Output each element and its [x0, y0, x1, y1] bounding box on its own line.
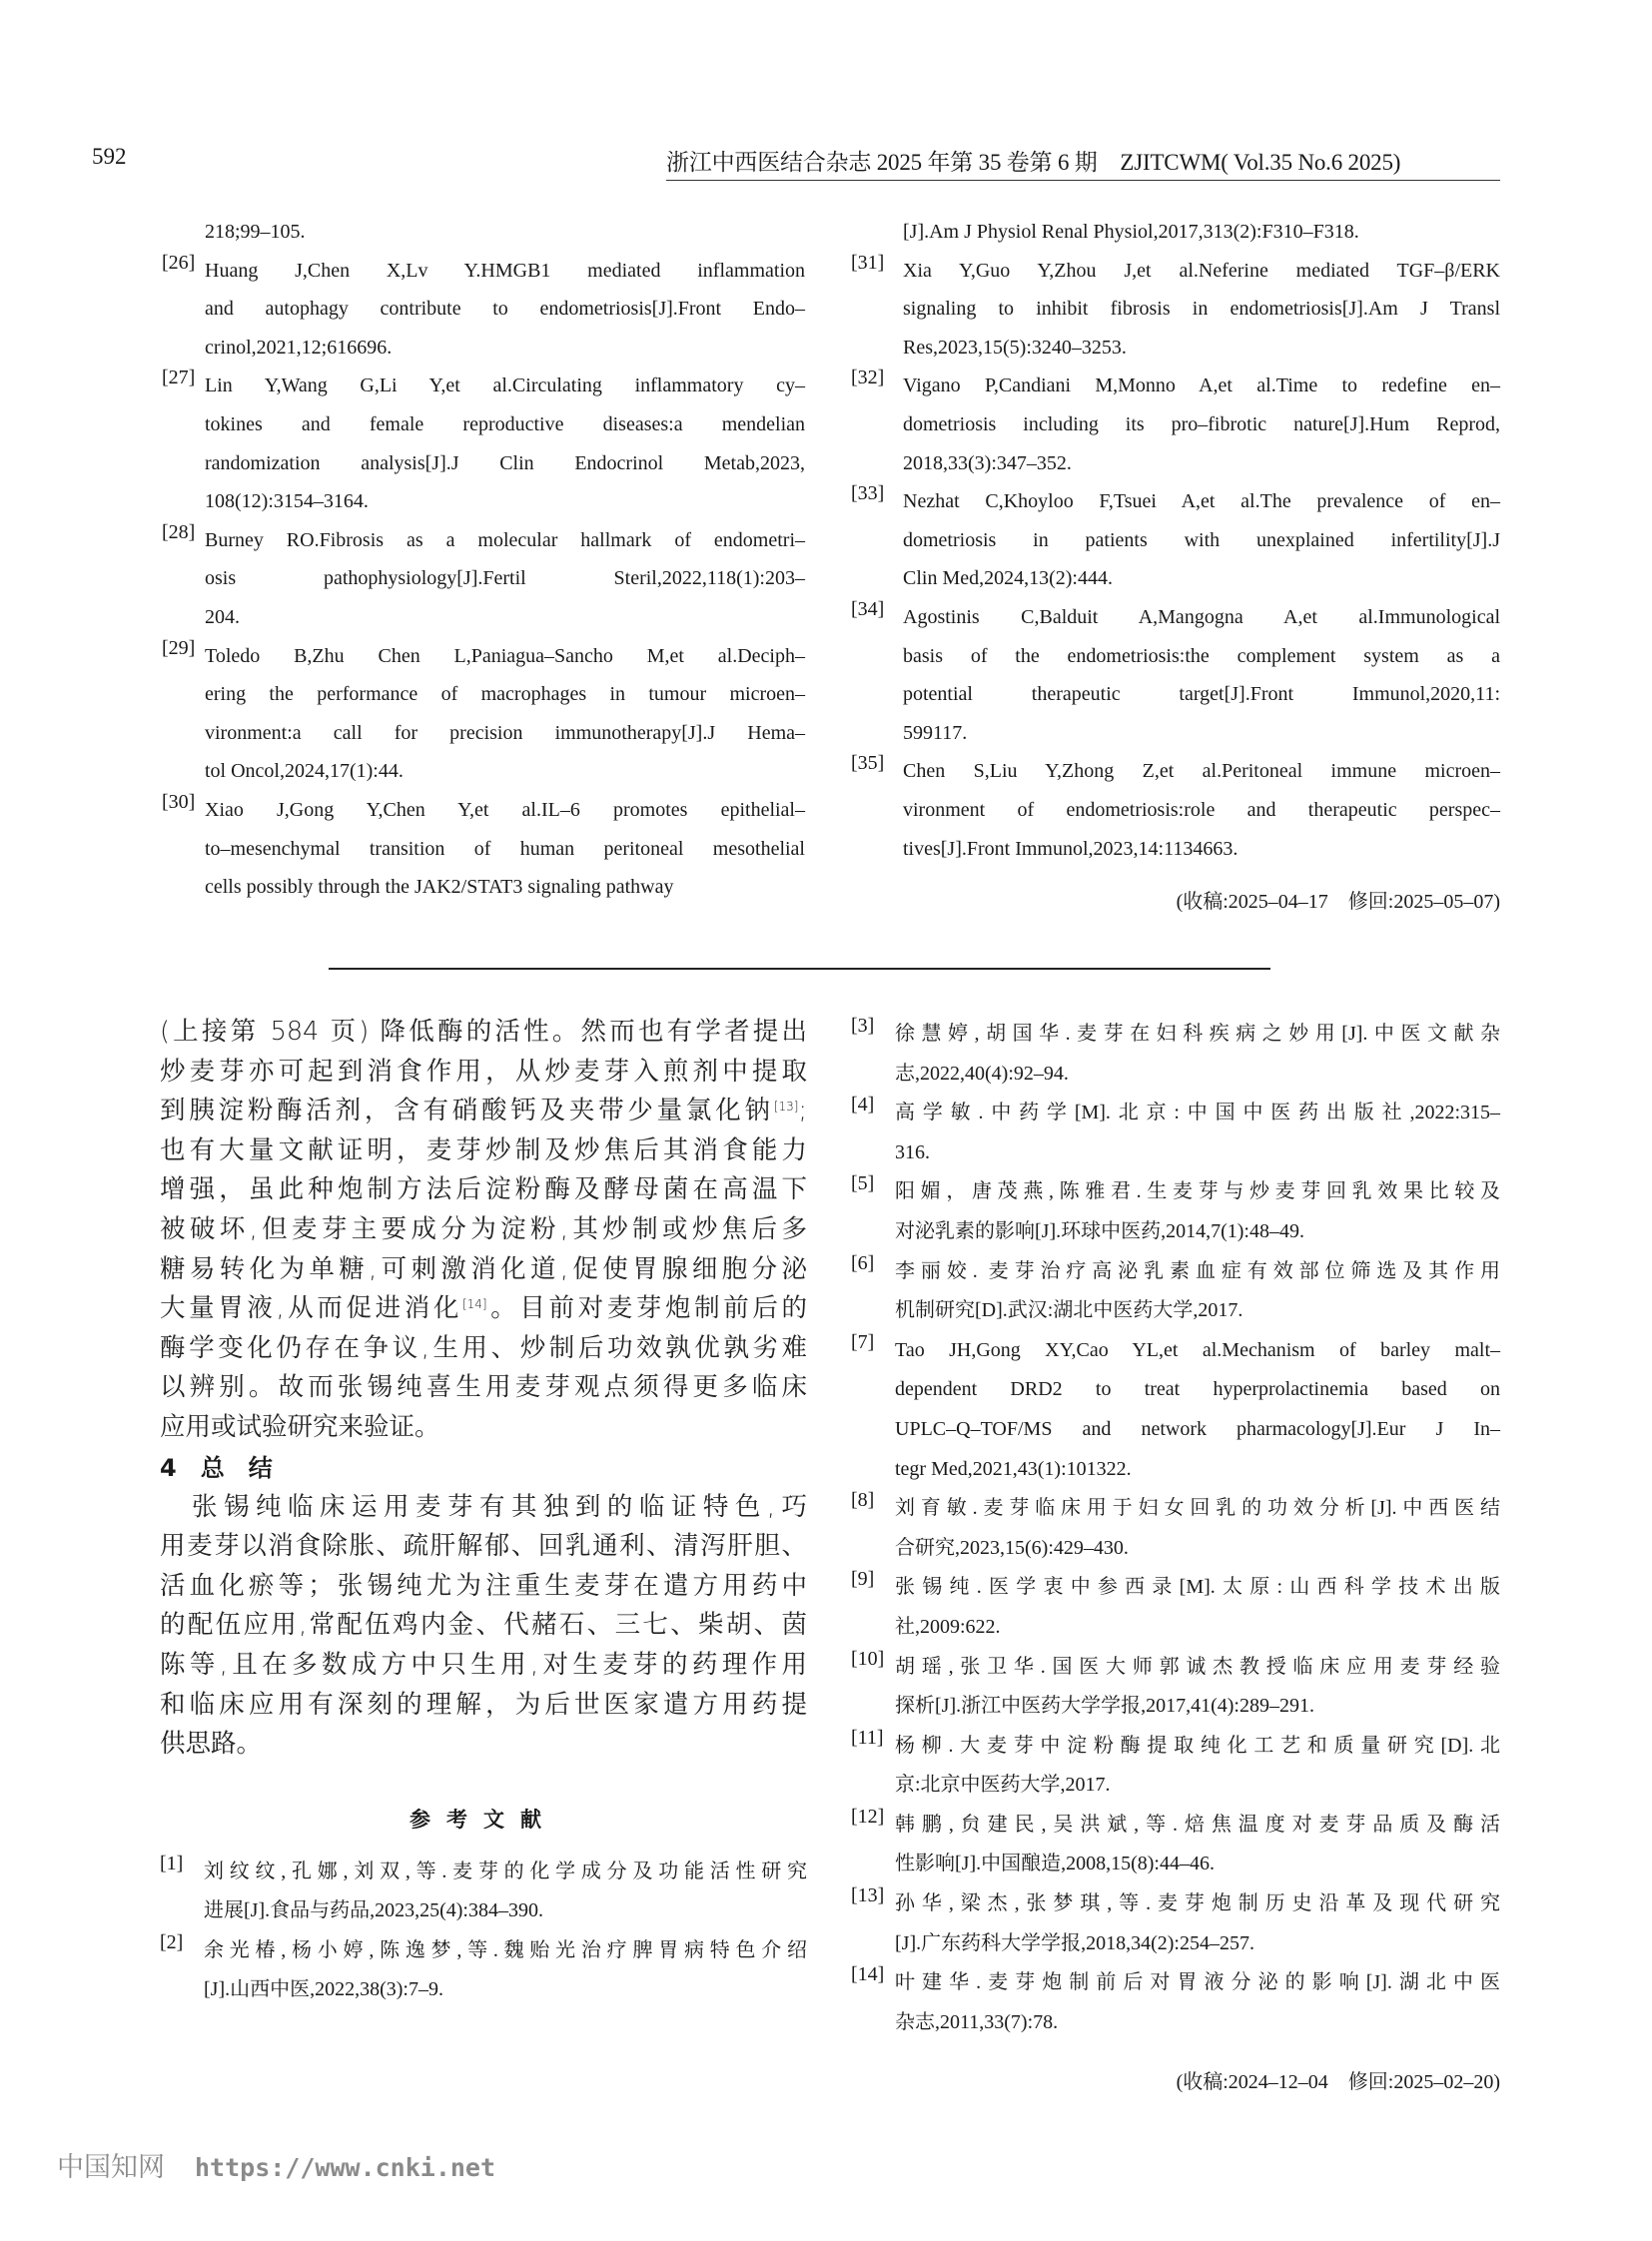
reference-line: 社,2009:622. [895, 1615, 1001, 1638]
reference-item [851, 1648, 1500, 1727]
reference-item [851, 752, 1500, 868]
summary-paragraph [160, 1488, 807, 1765]
reference-item [851, 1727, 1500, 1806]
reference-number: [7] [851, 1330, 875, 1353]
reference-line: Vigano P,Candiani M,Monno A,et al.Time to redefine en– [903, 374, 1500, 397]
reference-number: [34] [851, 597, 885, 620]
body-line-text: 到胰淀粉酶活剂，含有硝酸钙及夹带少量氯化钠 [160, 1096, 774, 1126]
reference-line: tol Oncol,2024,17(1):44. [205, 760, 404, 783]
reference-line: 316. [895, 1140, 930, 1163]
body-line [160, 1053, 807, 1093]
body-line [160, 1250, 807, 1290]
reference-line: [J].山西中医,2022,38(3):7–9. [204, 1978, 443, 2001]
reference-line: 叶建华.麦芽炮制前后对胃液分泌的影响[J].湖北中医 [895, 1971, 1500, 1994]
reference-line: Burney RO.Fibrosis as a molecular hallmark of endometri– [205, 528, 805, 551]
continuation-paragraph [160, 1013, 807, 1448]
references-bottom-left [160, 1853, 807, 2010]
reference-line: UPLC–Q–TOF/MS and network pharmacology[J].Eur J In– [895, 1417, 1500, 1440]
reference-line: tokines and female reproductive diseases:a mendelian [205, 412, 805, 435]
reference-item [851, 252, 1500, 368]
reference-number: [31] [851, 251, 885, 274]
reference-line: [J].Am J Physiol Renal Physiol,2017,313(2):F310–F318. [903, 221, 1359, 243]
reference-line: Huang J,Chen X,Lv Y.HMGB1 mediated inflammation [205, 259, 805, 282]
reference-number: [29] [162, 636, 196, 659]
reference-number: [10] [851, 1647, 885, 1670]
body-line-text: 酶学变化仍存在争议,生用、炒制后功效孰优孰劣难 [160, 1332, 807, 1363]
body-line [160, 1170, 807, 1210]
summary-line: 陈等,且在多数成方中只生用,对生麦芽的药理作用 [160, 1649, 807, 1680]
body-line [160, 1329, 807, 1369]
summary-line: 供思路。 [160, 1729, 263, 1760]
reference-line: Lin Y,Wang G,Li Y,et al.Circulating inflammatory cy– [205, 374, 805, 397]
reference-number: [11] [851, 1726, 884, 1749]
reference-line: 阳媚，唐茂燕,陈雅君.生麦芽与炒麦芽回乳效果比较及 [895, 1180, 1500, 1203]
section-heading: 4 总 结 [160, 1453, 273, 1482]
body-line [160, 1368, 807, 1408]
body-line-text: 也有大量文献证明，麦芽炒制及炒焦后其消食能力 [160, 1134, 807, 1165]
reference-number: [33] [851, 482, 885, 505]
reference-number: [3] [851, 1015, 875, 1037]
reference-line: Tao JH,Gong XY,Cao YL,et al.Mechanism of barley malt– [895, 1338, 1500, 1361]
body-line-text: 炒麦芽亦可起到消食作用，从炒麦芽入煎剂中提取 [160, 1056, 807, 1087]
reference-item [851, 1331, 1500, 1489]
reference-line: 108(12):3154–3164. [205, 490, 369, 513]
body-line [160, 1289, 807, 1329]
reference-line: 机制研究[D].武汉:湖北中医药大学,2017. [895, 1299, 1243, 1322]
reference-line: vironment:a call for precision immunotherapy[J].J Hema– [205, 721, 805, 744]
body-line-text-after: 。目前对麦芽炮制前后的 [486, 1293, 807, 1324]
reference-line: 599117. [903, 721, 968, 744]
reference-item [851, 482, 1500, 598]
reference-line: Clin Med,2024,13(2):444. [903, 567, 1113, 590]
reference-number: [27] [162, 367, 196, 389]
reference-item [162, 213, 805, 252]
reference-line: 刘纹纹,孔娜,刘双,等.麦芽的化学成分及功能活性研究 [204, 1860, 807, 1882]
body-line-text: 大量胃液,从而促进消化 [160, 1293, 462, 1324]
reference-number: [30] [162, 790, 196, 813]
reference-line: 京:北京中医药大学,2017. [895, 1774, 1111, 1797]
reference-number: [35] [851, 752, 885, 775]
reference-line: vironment of endometriosis:role and therapeutic perspec– [903, 798, 1500, 821]
reference-line: 2018,33(3):347–352. [903, 451, 1072, 474]
reference-item [851, 1806, 1500, 1884]
reference-number: [13] [851, 1884, 885, 1907]
reference-line: 进展[J].食品与药品,2023,25(4):384–390. [204, 1899, 543, 1922]
reference-line: Xiao J,Gong Y,Chen Y,et al.IL–6 promotes epithelial– [205, 798, 805, 821]
references-top-left [162, 213, 805, 907]
reference-line: osis pathophysiology[J].Fertil Steril,2022,118(1):203– [205, 567, 805, 590]
reference-number: [8] [851, 1489, 875, 1512]
reference-line: 志,2022,40(4):92–94. [895, 1062, 1069, 1085]
reference-line: tives[J].Front Immunol,2023,14:1134663. [903, 837, 1239, 860]
body-line [160, 1408, 807, 1448]
reference-line: tegr Med,2021,43(1):101322. [895, 1457, 1132, 1480]
references-bottom-right [851, 1015, 1500, 2042]
reference-line: 对泌乳素的影响[J].环球中医药,2014,7(1):48–49. [895, 1219, 1304, 1242]
received-date-top: (收稿:2025–04–17 修回:2025–05–07) [1176, 891, 1500, 913]
reference-item [160, 1931, 807, 2010]
reference-item [162, 637, 805, 791]
body-line-text: 糖易转化为单糖,可刺激消化道,促使胃腺细胞分泌 [160, 1253, 807, 1284]
reference-line: Agostinis C,Balduit A,Mangogna A,et al.Immunological [903, 605, 1500, 628]
reference-line: basis of the endometriosis:the complement system as a [903, 644, 1500, 667]
reference-line: 218;99–105. [205, 221, 306, 243]
reference-item [851, 367, 1500, 482]
body-line-text: 被破坏,但麦芽主要成分为淀粉,其炒制或炒焦后多 [160, 1213, 807, 1244]
body-line-text: 以辨别。故而张锡纯喜生用麦芽观点须得更多临床 [160, 1372, 807, 1403]
reference-line: 204. [205, 605, 240, 628]
body-text-column [160, 1013, 807, 2010]
reference-line: to–mesenchymal transition of human peritoneal mesothelial [205, 837, 805, 860]
reference-number: [32] [851, 367, 885, 389]
body-line [160, 1013, 807, 1053]
reference-item [851, 1568, 1500, 1647]
reference-line: dometriosis including its pro–fibrotic nature[J].Hum Reprod, [903, 412, 1500, 435]
reference-number: [14] [851, 1963, 885, 1986]
reference-line: 徐慧婷,胡国华.麦芽在妇科疾病之妙用[J].中医文献杂 [895, 1023, 1500, 1045]
body-line [160, 1092, 807, 1131]
body-line-text: 应用或试验研究来验证。 [160, 1411, 440, 1442]
reference-line: [J].广东药科大学学报,2018,34(2):254–257. [895, 1931, 1254, 1954]
reference-line: 刘育敏.麦芽临床用于妇女回乳的功效分析[J].中西医结 [895, 1497, 1500, 1520]
references-title: 参考文献 [410, 1807, 557, 1832]
reference-line: cells possibly through the JAK2/STAT3 signaling pathway [205, 876, 674, 899]
reference-line: dependent DRD2 to treat hyperprolactinemia based on [895, 1378, 1500, 1401]
reference-line: dometriosis in patients with unexplained infertility[J].J [903, 528, 1500, 551]
reference-item [851, 1172, 1500, 1251]
reference-line: 韩鹏,贠建民,吴洪斌,等.焙焦温度对麦芽品质及酶活 [895, 1813, 1500, 1836]
reference-item [851, 213, 1500, 252]
reference-line: Toledo B,Zhu Chen L,Paniagua–Sancho M,et al.Deciph– [205, 644, 805, 667]
running-head: 浙江中西医结合杂志 2025 年第 35 卷第 6 期 ZJITCWM( Vol.35 No.6 2025) [666, 144, 1500, 181]
reference-line: 合研究,2023,15(6):429–430. [895, 1536, 1129, 1559]
reference-number: [1] [160, 1852, 184, 1874]
citation-marker[interactable]: [13] [773, 1100, 799, 1115]
reference-number: [26] [162, 251, 196, 274]
reference-line: Nezhat C,Khoyloo F,Tsuei A,et al.The prevalence of en– [903, 490, 1500, 513]
reference-line: 杨柳.大麦芽中淀粉酶提取纯化工艺和质量研究[D].北 [895, 1734, 1500, 1757]
reference-line: 探析[J].浙江中医药大学学报,2017,41(4):289–291. [895, 1695, 1314, 1718]
cnki-watermark [57, 2145, 495, 2184]
reference-line: ering the performance of macrophages in tumour microen– [205, 683, 805, 706]
summary-line: 和临床应用有深刻的理解，为后世医家遣方用药提 [160, 1689, 807, 1720]
body-line [160, 1210, 807, 1250]
reference-line: Chen S,Liu Y,Zhong Z,et al.Peritoneal immune microen– [903, 760, 1500, 783]
summary-line: 用麦芽以消食除胀、疏肝解郁、回乳通利、清泻肝胆、 [160, 1531, 807, 1562]
body-line-text: 增强，虽此种炮制方法后淀粉酶及酵母菌在高温下 [160, 1174, 807, 1205]
reference-line: 李丽姣. 麦芽治疗高泌乳素血症有效部位筛选及其作用 [895, 1259, 1500, 1282]
received-date-bottom: (收稿:2024–12–04 修回:2025–02–20) [1176, 2071, 1500, 2093]
section-divider [329, 968, 1270, 970]
reference-line: 余光椿,杨小婷,陈逸梦,等.魏贻光治疗脾胃病特色介绍 [204, 1938, 807, 1961]
reference-number: [9] [851, 1568, 875, 1591]
reference-line: 胡瑶,张卫华.国医大师郭诚杰教授临床应用麦芽经验 [895, 1655, 1500, 1678]
reference-item [851, 1252, 1500, 1331]
reference-number: [28] [162, 520, 196, 543]
reference-item [851, 1884, 1500, 1963]
reference-number: [12] [851, 1805, 885, 1828]
reference-item [851, 1963, 1500, 2042]
reference-item [162, 791, 805, 907]
reference-line: potential therapeutic target[J].Front Immunol,2020,11: [903, 683, 1500, 706]
reference-line: Xia Y,Guo Y,Zhou J,et al.Neferine mediated TGF–β/ERK [903, 259, 1500, 282]
reference-line: crinol,2021,12;616696. [205, 336, 393, 359]
watermark-url[interactable]: https://www.cnki.net [195, 2153, 496, 2182]
summary-line: 活血化瘀等；张锡纯尤为注重生麦芽在遣方用药中 [160, 1570, 807, 1601]
reference-number: [4] [851, 1094, 875, 1117]
reference-item [162, 367, 805, 520]
reference-line: signaling to inhibit fibrosis in endometriosis[J].Am J Transl [903, 298, 1500, 321]
reference-item [851, 1094, 1500, 1172]
body-line [160, 1131, 807, 1171]
reference-item [851, 1015, 1500, 1094]
body-line-text-after: ; [798, 1096, 807, 1126]
reference-item [851, 598, 1500, 752]
reference-number: [5] [851, 1172, 875, 1195]
reference-line: 孙华,梁杰,张梦琪,等.麦芽炮制历史沿革及现代研究 [895, 1892, 1500, 1915]
reference-item [162, 252, 805, 368]
citation-marker[interactable]: [14] [461, 1297, 487, 1312]
watermark-site-name: 中国知网 [57, 2152, 165, 2183]
reference-item [160, 1853, 807, 1931]
reference-line: 高学敏.中药学[M].北京:中国中医药出版社,2022:315– [895, 1102, 1500, 1124]
reference-line: Res,2023,15(5):3240–3253. [903, 336, 1127, 359]
reference-line: 性影响[J].中国酿造,2008,15(8):44–46. [895, 1853, 1215, 1875]
references-top-right [851, 213, 1500, 868]
reference-number: [6] [851, 1251, 875, 1274]
reference-line: randomization analysis[J].J Clin Endocrinol Metab,2023, [205, 451, 805, 474]
reference-item [851, 1489, 1500, 1568]
reference-line: 张锡纯.医学衷中参西录[M].太原:山西科学技术出版 [895, 1576, 1500, 1599]
page-number: 592 [92, 144, 127, 169]
body-line-text: (上接第 584 页) 降低酶的活性。然而也有学者提出 [160, 1017, 807, 1047]
reference-line: 杂志,2011,33(7):78. [895, 2010, 1059, 2033]
summary-line: 的配伍应用,常配伍鸡内金、代赭石、三七、柴胡、茵 [160, 1610, 807, 1641]
summary-line: 张锡纯临床运用麦芽有其独到的临证特色,巧 [160, 1491, 807, 1522]
reference-number: [2] [160, 1930, 184, 1953]
reference-line: and autophagy contribute to endometriosis[J].Front Endo– [205, 298, 805, 321]
reference-item [162, 521, 805, 637]
